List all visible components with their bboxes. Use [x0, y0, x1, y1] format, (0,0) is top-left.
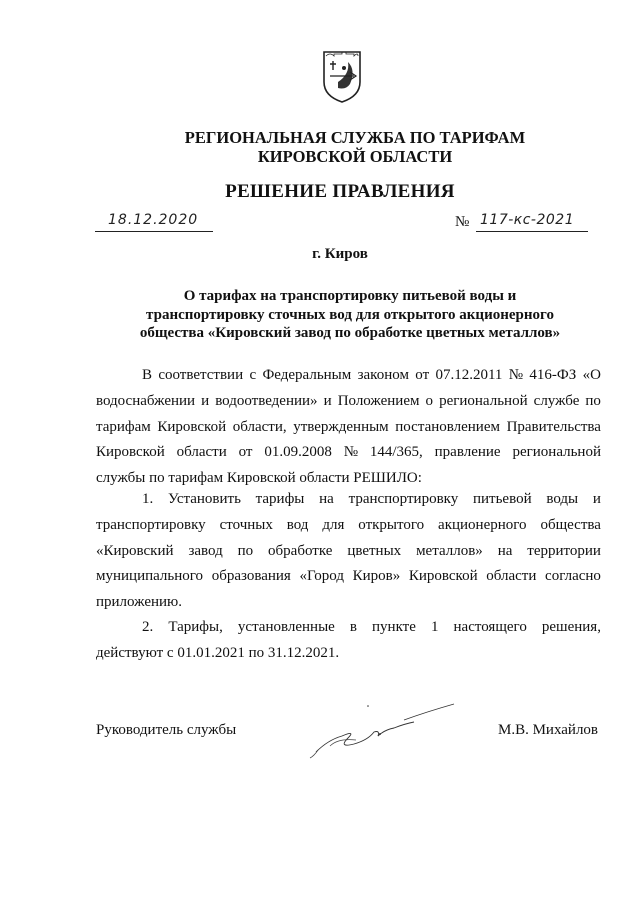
word: пункте — [372, 619, 416, 635]
word: установленные — [237, 619, 335, 635]
document-number: 117-кс-2021 — [480, 212, 575, 228]
word: транспортировку — [96, 516, 206, 533]
word: и — [592, 491, 601, 507]
word: обработке — [268, 542, 333, 559]
word: цветных — [347, 542, 402, 559]
organization-name-line1: РЕГИОНАЛЬНАЯ СЛУЖБА ПО ТАРИФАМ — [184, 128, 526, 147]
word: с — [249, 367, 257, 383]
word: утвержденным — [293, 418, 389, 435]
text-line — [96, 513, 601, 539]
word: и — [323, 392, 332, 409]
signatory-name: М.В. Михайлов — [498, 722, 599, 738]
word: по — [237, 542, 254, 559]
text-line — [96, 539, 601, 565]
word: Федеральным — [262, 367, 352, 383]
text-line: приложению. — [96, 594, 183, 611]
preamble-paragraph — [96, 363, 601, 492]
item-2-paragraph — [96, 615, 601, 667]
word: муниципального — [96, 568, 204, 585]
number-sign: № — [455, 214, 470, 230]
item-1-paragraph — [96, 487, 601, 616]
word: тарифам — [96, 418, 151, 435]
word: 1. — [142, 491, 154, 507]
word: региональной — [439, 392, 528, 409]
word: Кировской — [157, 418, 227, 435]
word: Установить — [168, 491, 241, 507]
document-subject — [120, 287, 580, 343]
text-line — [96, 564, 601, 590]
word: общества — [540, 516, 601, 533]
word: Киров» — [352, 568, 401, 585]
word: службе — [533, 392, 580, 409]
word: водоотведении» — [215, 392, 318, 409]
word: о — [425, 392, 434, 409]
city: г. Киров — [312, 246, 368, 262]
word: Кировской — [408, 568, 478, 585]
word: соответствии — [158, 367, 244, 383]
word: завод — [188, 542, 223, 559]
text-line: службы по тарифам Кировской области РЕШИЛО: — [96, 470, 422, 487]
word: открытого — [358, 516, 425, 533]
word: 1 — [430, 619, 439, 635]
word: 2. — [142, 619, 154, 635]
word: «Кировский — [96, 542, 174, 559]
word: Правительства — [506, 418, 601, 435]
word: 416-ФЗ — [529, 367, 577, 383]
word: Тарифы, — [168, 619, 223, 635]
word: настоящего — [453, 619, 527, 635]
word: области, — [232, 418, 287, 435]
word: на — [319, 491, 334, 507]
word: 144/365, — [369, 444, 423, 461]
text-line — [96, 440, 601, 466]
word: и — [201, 392, 210, 409]
text-line — [96, 363, 601, 389]
word: вод — [286, 516, 309, 533]
subject-line: транспортировку сточных вод для открытого акционерного — [146, 306, 554, 323]
subject-line: общества «Кировский завод по обработке цветных металлов» — [139, 325, 561, 341]
word: Положением — [337, 392, 420, 409]
word: в — [349, 619, 357, 635]
word: № — [508, 367, 524, 383]
word: «О — [582, 367, 601, 383]
text-line: действуют с 01.01.2021 по 31.12.2021. — [96, 644, 340, 661]
subject-line: О тарифах на транспортировку питьевой воды и — [183, 288, 517, 304]
text-line — [96, 415, 601, 441]
word: металлов» — [416, 542, 483, 559]
document-type-title: РЕШЕНИЕ ПРАВЛЕНИЯ — [225, 181, 455, 202]
organization-name-line2: КИРОВСКОЙ ОБЛАСТИ — [257, 147, 453, 166]
word: транспортировку — [348, 491, 459, 507]
document-date: 18.12.2020 — [108, 212, 199, 228]
word: сточных — [219, 516, 273, 533]
word: 07.12.2011 — [435, 367, 503, 383]
word: для — [322, 516, 345, 533]
word: тарифы — [255, 491, 305, 507]
word: на — [497, 542, 513, 559]
word: питьевой — [472, 491, 532, 507]
word: территории — [527, 542, 601, 559]
text-line — [96, 389, 601, 415]
word: правление — [434, 444, 501, 461]
word: законом — [357, 367, 409, 383]
word: воды — [546, 491, 579, 507]
word: «Город — [299, 568, 344, 585]
word: по — [585, 392, 601, 409]
word: акционерного — [438, 516, 527, 533]
word: образования — [211, 568, 291, 585]
text-line — [96, 487, 601, 513]
word: № — [343, 444, 359, 461]
word: 01.09.2008 — [264, 444, 332, 461]
word: области — [176, 444, 227, 461]
word: региональной — [512, 444, 601, 461]
word: решения, — [541, 619, 601, 635]
handwritten-signature-icon — [308, 700, 458, 760]
word: от — [415, 367, 430, 383]
word: от — [238, 444, 253, 461]
word: области — [486, 568, 537, 585]
word: постановлением — [395, 418, 500, 435]
text-line — [96, 615, 601, 641]
word: Кировской — [96, 444, 165, 461]
word: согласно — [545, 568, 601, 585]
signatory-position: Руководитель службы — [96, 722, 237, 738]
word: В — [142, 367, 153, 383]
word: водоснабжении — [96, 392, 196, 409]
coat-of-arms-icon — [320, 48, 364, 104]
